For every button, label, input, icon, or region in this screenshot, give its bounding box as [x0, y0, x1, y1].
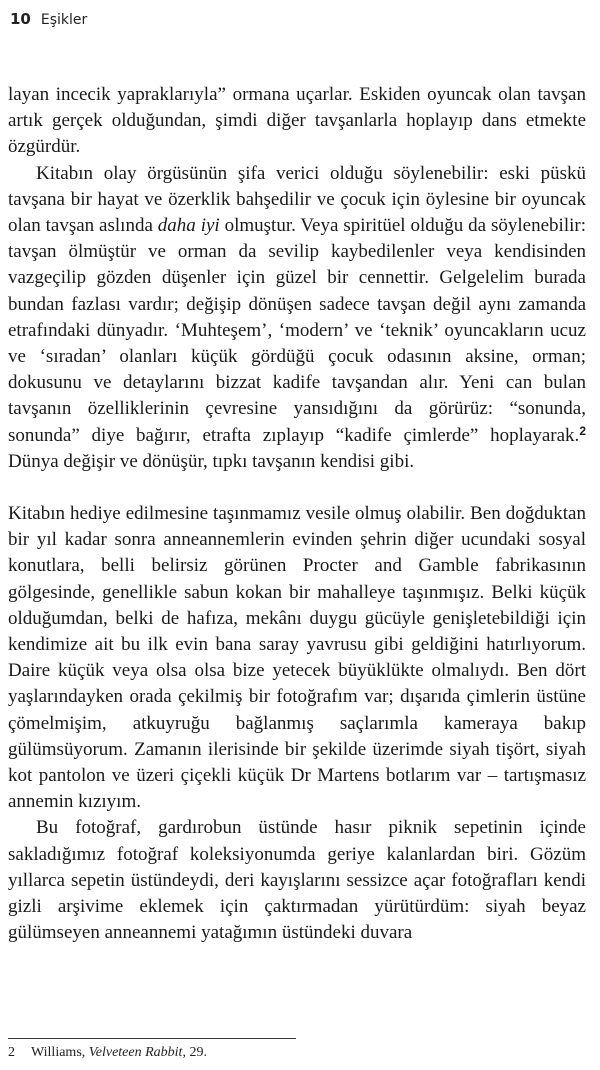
running-title: Eşikler [40, 12, 88, 28]
page-number: 10 [10, 10, 31, 28]
text-run: Kitabın olay örgüsünün şifa verici olduğu söylenebilir: eski püskü tavşana bir hayat ve özerklik bahşedilir ve çocuk için öylesine bir oyuncak olan tavşan aslında [8, 162, 586, 237]
footnote [8, 1045, 207, 1061]
text-run: layan incecik yapraklarıyla” ormana uçarlar. Eskiden oyuncak olan tavşan artık gerçek olduğundan, şimdi diğer tavşanlarla hoplayıp dans etmekte özgürdür. [8, 84, 586, 158]
footnote-author: Williams, [31, 1045, 89, 1060]
paragraph [8, 501, 586, 815]
running-header [10, 10, 87, 28]
footnote-divider [8, 1038, 296, 1039]
paragraph [8, 82, 586, 161]
body-text [8, 82, 586, 947]
italic-text: daha iyi [157, 215, 220, 237]
paragraph [8, 815, 586, 946]
footnote-number: 2 [8, 1045, 15, 1060]
paragraph [8, 161, 586, 475]
text-run: Kitabın hediye edilmesine taşınmamız vesile olmuş olabilir. Ben doğduktan bir yıl kadar sonra anneannemlerin evinden şehrin diğer ucundaki sosyal konutlara, belli belirsiz görünen Procter and Gamble fabrikasının gölgesinde, genellikle sabun kokan bir mahalleye taşınmışız. Belki küçük olduğumdan, belki de hafıza, mekânı duygu gücüyle genişletebildiği için kendimize ait bu ilk evin bana saray yavrusu gibi geldiğini hatırlıyorum. Daire küçük veya olsa olsa bize yetecek büyüklükte olmalıydı. Ben dört yaşlarındayken orada çekilmiş bir fotoğrafım var; dışarıda çimlerin üstüne çömelmişim, atkuyruğu bağlanmış saçlarımla kameraya bakıp gülümsüyorum. Zamanın ilerisinde bir şekilde üzerimde siyah tişört, siyah kot pantolon ve üzeri çiçekli küçük Dr Martens botlarım var – tartışmasız annemin kızıyım. [8, 503, 586, 813]
footnote-title: Velveteen Rabbit [88, 1045, 183, 1060]
text-run: Dünya değişir ve dönüşür, tıpkı tavşanın kendisi gibi. [8, 450, 415, 472]
footnote-ref: 2 [579, 423, 586, 438]
footnote-rest: , 29. [182, 1045, 207, 1060]
text-run: Bu fotoğraf, gardırobun üstünde hasır piknik sepetinin içinde sakladığımız fotoğraf koleksiyonumda geriye kalanlardan biri. Gözüm yıllarca sepetin üstündeydi, deri kayışlarını sessizce açar fotoğrafları kendi gizli arşivime eklemek için çaktırmadan yürütürdüm: siyah beyaz gülümseyen anneannemi yatağımın üstündeki duvara [8, 817, 586, 944]
text-run: olmuştur. Veya spiritüel olduğu da söylenebilir: tavşan ölmüştür ve orman da sevilip kaybedilenler veya kendisinden vazgeçilip gözden düşenler için güzel bir cennettir. Gelgelelim burada bundan fazlası vardır; değişip dönüşen sadece tavşan değil aynı zamanda etrafındaki dünyadır. ‘Muhteşem’, ‘modern’ ve ‘teknik’ oyuncakların ucuz ve ‘sıradan’ olanları küçük gördüğü çocuk odasının aksine, orman; dokusunu ve detaylarını bizzat kadife tavşandan alır. Yeni can bulan tavşanın özelliklerinin çevresine yansıdığını da görürüz: “sonunda, sonunda” diye bağırır, etrafta zıplayıp “kadife çimlerde” hoplayarak. [8, 215, 586, 446]
